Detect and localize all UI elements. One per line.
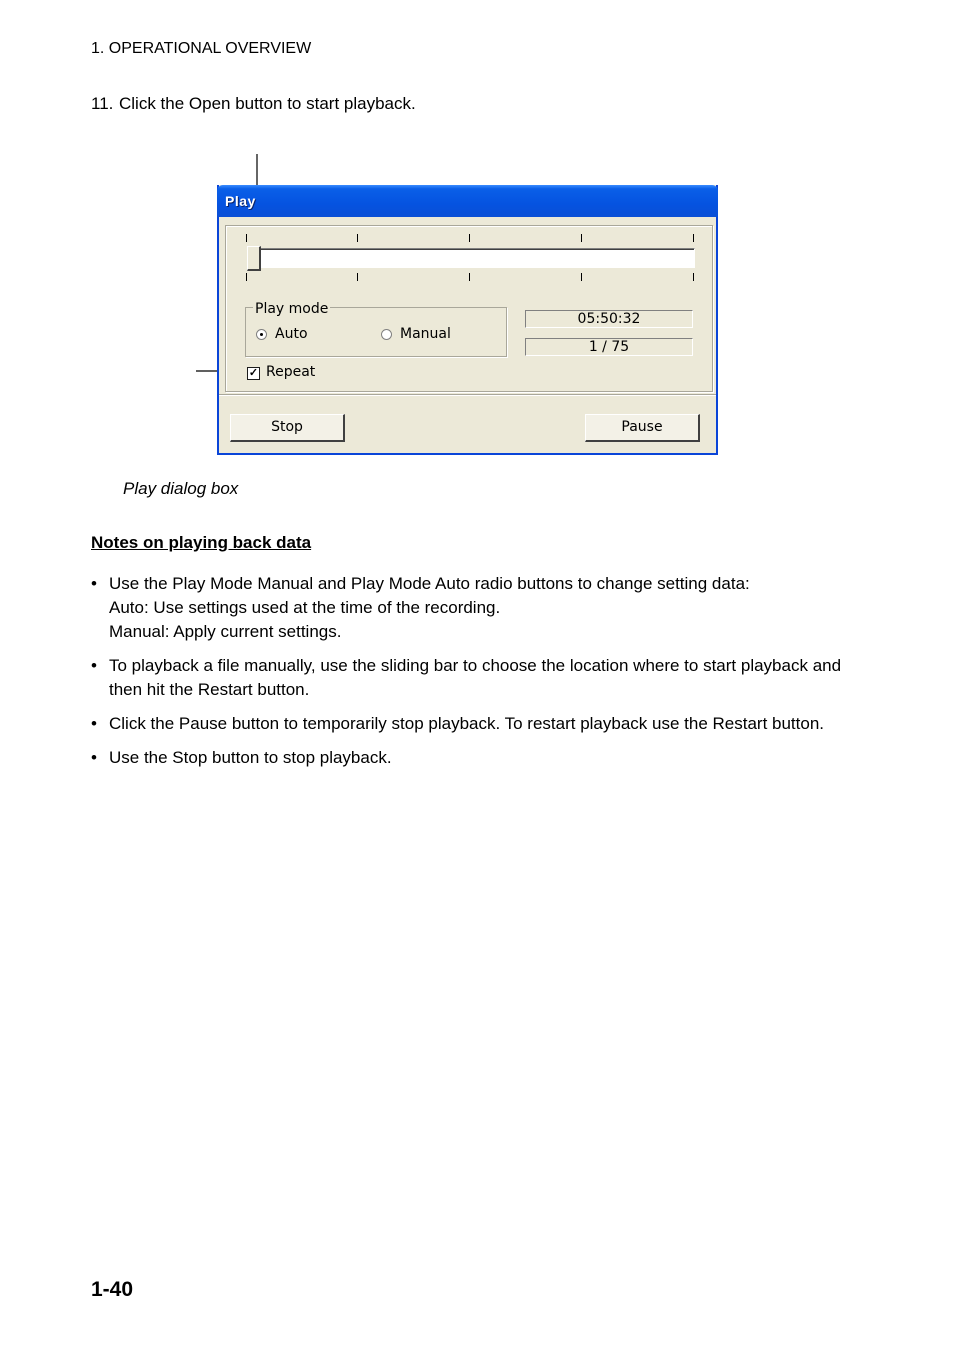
slider-tick bbox=[693, 273, 694, 281]
auto-radio-label[interactable]: Auto bbox=[275, 326, 308, 342]
slider-tick bbox=[357, 234, 358, 242]
list-item bbox=[91, 746, 851, 770]
slider-tick bbox=[469, 273, 470, 281]
slider-tick bbox=[246, 234, 247, 242]
bullet-line: • Click the Pause button to temporarily stop playback. To restart playback use the Restart button. bbox=[109, 714, 825, 733]
stop-button[interactable]: Stop bbox=[230, 414, 345, 442]
repeat-label[interactable]: Repeat bbox=[266, 364, 316, 380]
step-number: 11. bbox=[91, 94, 114, 113]
playback-slider-track[interactable] bbox=[247, 248, 695, 268]
slider-tick bbox=[246, 273, 247, 281]
dialog-title: Play bbox=[225, 193, 256, 209]
play-mode-label: Play mode bbox=[255, 301, 329, 317]
list-item bbox=[91, 654, 851, 702]
repeat-checkbox[interactable]: ✓ bbox=[248, 367, 259, 379]
playback-slider-thumb[interactable] bbox=[247, 246, 261, 271]
play-dialog bbox=[217, 185, 718, 455]
list-item bbox=[91, 712, 851, 736]
dialog-separator bbox=[219, 394, 716, 396]
dialog-titlebar[interactable] bbox=[217, 185, 718, 217]
slider-tick bbox=[357, 273, 358, 281]
bullet-line: • Use the Stop button to stop playback. bbox=[109, 748, 392, 767]
slider-tick bbox=[581, 273, 582, 281]
slider-tick bbox=[469, 234, 470, 242]
step-text: Click the Open button to start playback. bbox=[119, 94, 416, 113]
pause-button[interactable]: Pause bbox=[585, 414, 700, 442]
time-readout: 05:50:32 bbox=[525, 310, 693, 328]
frame-readout: 1 / 75 bbox=[525, 338, 693, 356]
bullet-line: • To playback a file manually, use the sliding bar to choose the location where to start playback and then hit the Restart button. bbox=[109, 656, 842, 699]
page-number: 1-40 bbox=[91, 1278, 134, 1301]
list-item bbox=[91, 572, 851, 644]
notes-list bbox=[91, 572, 851, 780]
manual-radio-label[interactable]: Manual bbox=[400, 326, 451, 342]
slider-tick bbox=[693, 234, 694, 242]
bullet-line: Auto: Use settings used at the time of the recording. bbox=[109, 598, 501, 617]
slider-tick bbox=[581, 234, 582, 242]
bullet-line: Manual: Apply current settings. bbox=[109, 622, 342, 641]
notes-heading: Notes on playing back data bbox=[91, 533, 312, 552]
figure-caption: Play dialog box bbox=[123, 479, 239, 498]
bullet-line: • Use the Play Mode Manual and Play Mode Auto radio buttons to change setting data: bbox=[109, 574, 750, 593]
auto-radio[interactable] bbox=[256, 329, 267, 340]
running-header: 1. OPERATIONAL OVERVIEW bbox=[91, 40, 312, 57]
manual-radio[interactable] bbox=[381, 329, 392, 340]
